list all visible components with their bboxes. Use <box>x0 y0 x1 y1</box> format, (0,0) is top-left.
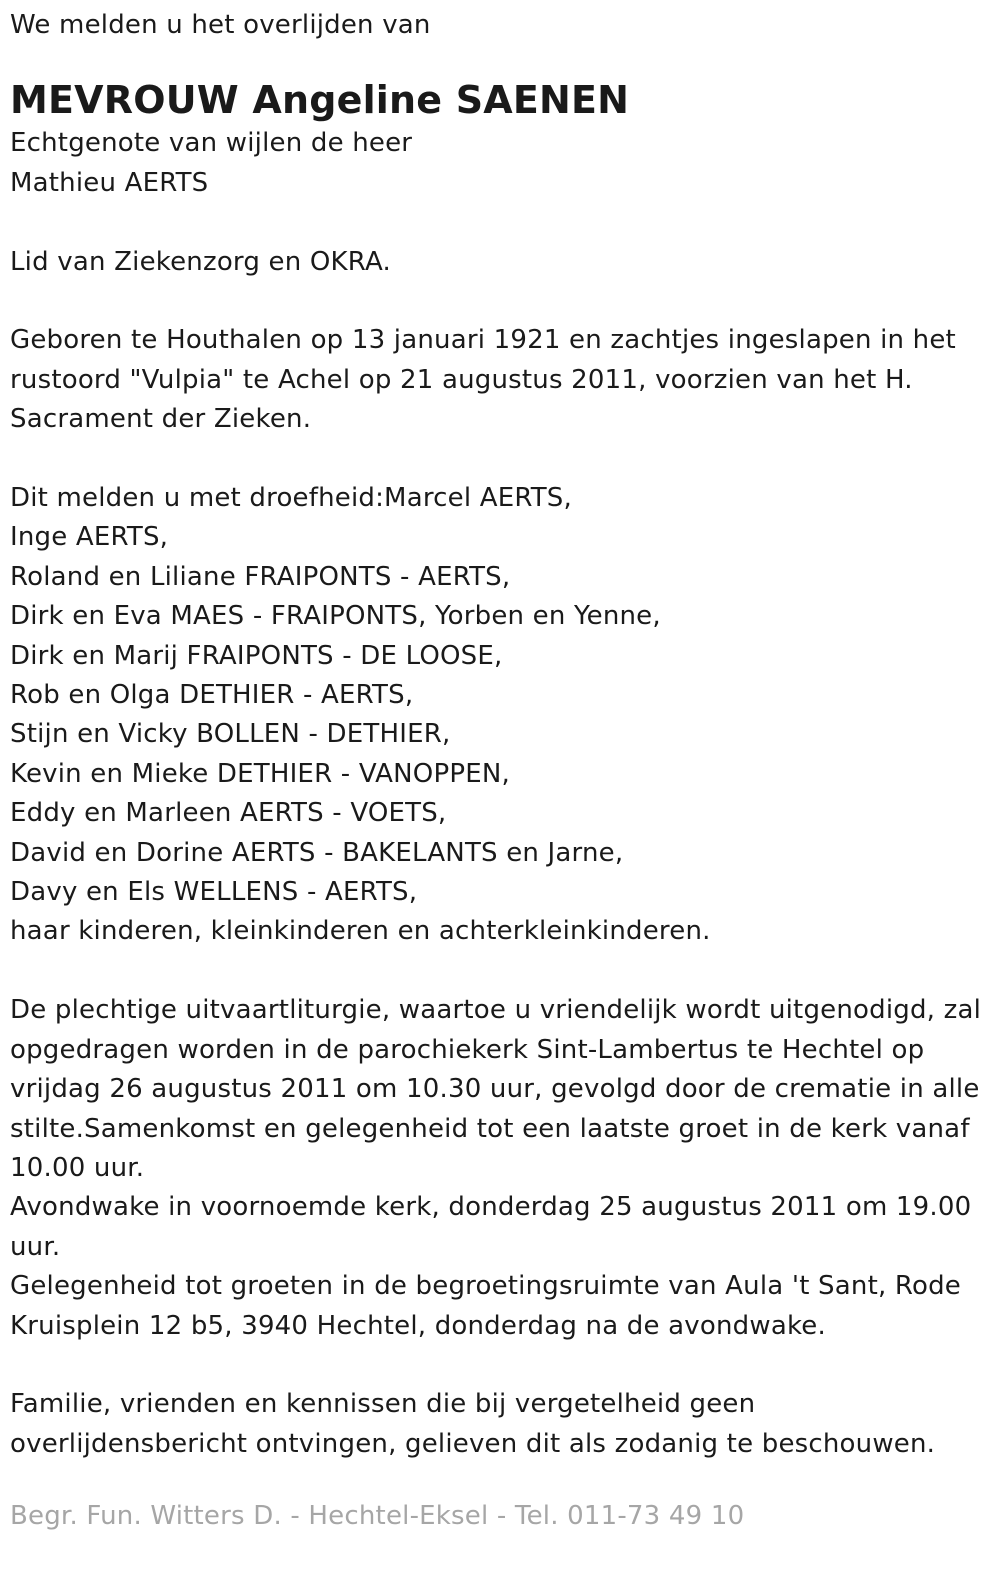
family-line: Rob en Olga DETHIER - AERTS, <box>10 680 414 711</box>
birth-line: rustoord "Vulpia" te Achel op 21 augustus 2011, voorzien van het H. <box>10 364 913 395</box>
ceremony-line: De plechtige uitvaartliturgie, waartoe u vriendelijk wordt uitgenodigd, zal <box>10 995 982 1026</box>
paragraph-gap <box>10 203 990 242</box>
family-line: Roland en Liliane FRAIPONTS - AERTS, <box>10 561 511 592</box>
family-block <box>10 479 990 952</box>
ceremony-line: Gelegenheid tot groeten in de begroetingsruimte van Aula 't Sant, Rode <box>10 1271 962 1302</box>
ceremony-line: 10.00 uur. <box>10 1152 145 1183</box>
spouse-block <box>10 124 990 203</box>
family-line: Dit melden u met droefheid:Marcel AERTS, <box>10 483 572 514</box>
family-line: haar kinderen, kleinkinderen en achterkleinkinderen. <box>10 916 711 947</box>
family-line: Stijn en Vicky BOLLEN - DETHIER, <box>10 719 451 750</box>
funeral-home-footer: Begr. Fun. Witters D. - Hechtel-Eksel - Tel. 011-73 49 10 <box>10 1501 745 1532</box>
membership-text: Lid van Ziekenzorg en OKRA. <box>10 246 391 277</box>
family-line: David en Dorine AERTS - BAKELANTS en Jarne, <box>10 837 624 868</box>
birth-block <box>10 321 990 439</box>
closing-line: Familie, vrienden en kennissen die bij vergetelheid geen <box>10 1389 756 1420</box>
ceremony-line: Avondwake in voornoemde kerk, donderdag 25 augustus 2011 om 19.00 <box>10 1192 972 1223</box>
ceremony-line: vrijdag 26 augustus 2011 om 10.30 uur, gevolgd door de crematie in alle <box>10 1074 980 1105</box>
spouse-line: Mathieu AERTS <box>10 167 209 198</box>
paragraph-gap <box>10 440 990 479</box>
deceased-name: MEVROUW Angeline SAENEN <box>10 78 630 123</box>
ceremony-line: uur. <box>10 1231 61 1262</box>
family-line: Inge AERTS, <box>10 522 169 553</box>
paragraph-gap <box>10 952 990 991</box>
family-line: Dirk en Marij FRAIPONTS - DE LOOSE, <box>10 640 503 671</box>
ceremony-block <box>10 991 990 1346</box>
ceremony-line: Kruisplein 12 b5, 3940 Hechtel, donderdag na de avondwake. <box>10 1310 826 1341</box>
family-line: Kevin en Mieke DETHIER - VANOPPEN, <box>10 758 510 789</box>
closing-line: overlijdensbericht ontvingen, gelieven dit als zodanig te beschouwen. <box>10 1428 936 1459</box>
closing-block <box>10 1385 990 1464</box>
ceremony-line: stilte.Samenkomst en gelegenheid tot een laatste groet in de kerk vanaf <box>10 1113 970 1144</box>
family-line: Dirk en Eva MAES - FRAIPONTS, Yorben en Yenne, <box>10 601 661 632</box>
paragraph-gap <box>10 282 990 321</box>
family-line: Davy en Els WELLENS - AERTS, <box>10 877 418 908</box>
birth-line: Sacrament der Zieken. <box>10 404 312 435</box>
intro-text: We melden u het overlijden van <box>10 10 431 40</box>
family-line: Eddy en Marleen AERTS - VOETS, <box>10 798 447 829</box>
ceremony-line: opgedragen worden in de parochiekerk Sint-Lambertus te Hechtel op <box>10 1034 925 1065</box>
paragraph-gap <box>10 1346 990 1385</box>
birth-line: Geboren te Houthalen op 13 januari 1921 en zachtjes ingeslapen in het <box>10 325 956 356</box>
spouse-line: Echtgenote van wijlen de heer <box>10 128 413 159</box>
